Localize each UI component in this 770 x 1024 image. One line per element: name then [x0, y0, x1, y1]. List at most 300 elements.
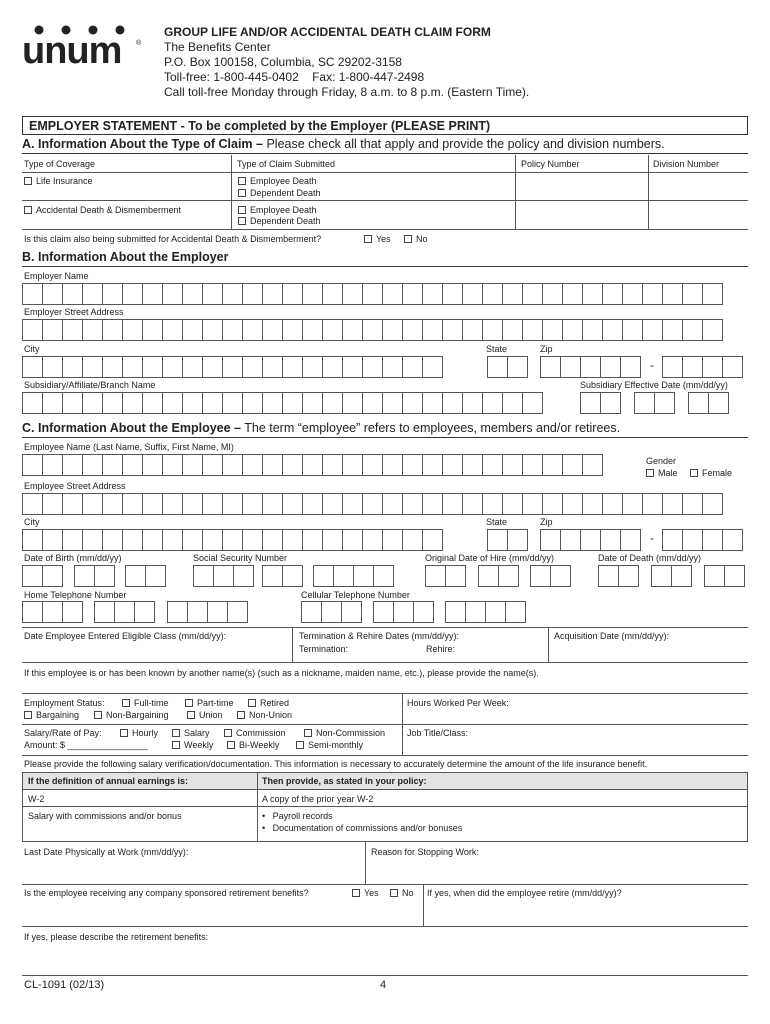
field-amount[interactable]: Amount: $ ________________: [24, 740, 148, 750]
char-box[interactable]: [42, 283, 63, 305]
char-box[interactable]: [478, 565, 499, 587]
char-box[interactable]: [341, 601, 362, 623]
char-box[interactable]: [362, 493, 383, 515]
checkbox-square[interactable]: [238, 189, 246, 197]
char-box[interactable]: [562, 493, 583, 515]
char-box[interactable]: [102, 283, 123, 305]
char-box[interactable]: [222, 356, 243, 378]
char-box[interactable]: [393, 601, 414, 623]
checkbox-square[interactable]: [238, 217, 246, 225]
checkbox-non-bargaining[interactable]: Non-Bargaining: [94, 710, 169, 721]
checkbox-life-dependent-death[interactable]: Dependent Death: [238, 188, 321, 199]
checkbox-life-insurance[interactable]: Life Insurance: [24, 176, 93, 187]
char-box[interactable]: [82, 454, 103, 476]
char-box[interactable]: [42, 319, 63, 341]
char-box[interactable]: [242, 356, 263, 378]
death-yy[interactable]: [704, 565, 744, 587]
char-box[interactable]: [462, 283, 483, 305]
char-box[interactable]: [42, 529, 63, 551]
char-box[interactable]: [662, 356, 683, 378]
checkbox-bi-weekly[interactable]: Bi-Weekly: [227, 740, 279, 751]
char-box[interactable]: [507, 356, 528, 378]
char-box[interactable]: [542, 283, 563, 305]
char-box[interactable]: [262, 454, 283, 476]
char-box[interactable]: [42, 392, 63, 414]
char-box[interactable]: [382, 454, 403, 476]
char-box[interactable]: [322, 493, 343, 515]
checkbox-also-add-yes[interactable]: Yes: [364, 234, 391, 245]
char-box[interactable]: [322, 356, 343, 378]
char-box[interactable]: [22, 493, 43, 515]
char-box[interactable]: [302, 493, 323, 515]
checkbox-square[interactable]: [248, 699, 256, 707]
checkbox-commission[interactable]: Commission: [224, 728, 286, 739]
char-box[interactable]: [560, 529, 581, 551]
char-box[interactable]: [682, 529, 703, 551]
char-box[interactable]: [462, 319, 483, 341]
char-box[interactable]: [482, 283, 503, 305]
char-box[interactable]: [142, 356, 163, 378]
char-box[interactable]: [622, 493, 643, 515]
char-box[interactable]: [42, 493, 63, 515]
char-box[interactable]: [362, 356, 383, 378]
char-box[interactable]: [202, 392, 223, 414]
char-box[interactable]: [462, 493, 483, 515]
hire-dd[interactable]: [478, 565, 518, 587]
char-box[interactable]: [222, 493, 243, 515]
checkbox-retire-yes[interactable]: Yes: [352, 888, 379, 899]
char-box[interactable]: [302, 356, 323, 378]
field-reason-stopping[interactable]: Reason for Stopping Work:: [371, 847, 479, 857]
char-box[interactable]: [622, 319, 643, 341]
char-box[interactable]: [502, 283, 523, 305]
cell-phone-line[interactable]: [445, 601, 525, 623]
char-box[interactable]: [422, 529, 443, 551]
checkbox-square[interactable]: [94, 711, 102, 719]
char-box[interactable]: [582, 283, 603, 305]
char-box[interactable]: [302, 529, 323, 551]
char-box[interactable]: [222, 319, 243, 341]
employer-street-boxes[interactable]: [22, 319, 722, 341]
char-box[interactable]: [682, 493, 703, 515]
char-box[interactable]: [102, 392, 123, 414]
field-termination[interactable]: Termination:: [299, 644, 349, 654]
char-box[interactable]: [102, 319, 123, 341]
char-box[interactable]: [402, 319, 423, 341]
cell-phone-area[interactable]: [301, 601, 361, 623]
char-box[interactable]: [202, 529, 223, 551]
char-box[interactable]: [82, 356, 103, 378]
char-box[interactable]: [322, 454, 343, 476]
checkbox-add-employee-death[interactable]: Employee Death: [238, 205, 317, 216]
char-box[interactable]: [262, 392, 283, 414]
checkbox-bargaining[interactable]: Bargaining: [24, 710, 79, 721]
char-box[interactable]: [722, 356, 743, 378]
char-box[interactable]: [302, 319, 323, 341]
char-box[interactable]: [382, 493, 403, 515]
hire-yy[interactable]: [530, 565, 570, 587]
char-box[interactable]: [522, 319, 543, 341]
char-box[interactable]: [282, 283, 303, 305]
char-box[interactable]: [22, 454, 43, 476]
char-box[interactable]: [485, 601, 506, 623]
sub-date-mm[interactable]: [580, 392, 620, 414]
char-box[interactable]: [142, 392, 163, 414]
char-box[interactable]: [342, 356, 363, 378]
dob-dd[interactable]: [74, 565, 114, 587]
char-box[interactable]: [724, 565, 745, 587]
char-box[interactable]: [134, 601, 155, 623]
checkbox-square[interactable]: [24, 711, 32, 719]
checkbox-square[interactable]: [187, 711, 195, 719]
char-box[interactable]: [422, 356, 443, 378]
char-box[interactable]: [642, 319, 663, 341]
char-box[interactable]: [262, 565, 283, 587]
char-box[interactable]: [620, 356, 641, 378]
char-box[interactable]: [704, 565, 725, 587]
char-box[interactable]: [662, 529, 683, 551]
char-box[interactable]: [682, 356, 703, 378]
employee-state-boxes[interactable]: [487, 529, 527, 551]
char-box[interactable]: [62, 529, 83, 551]
char-box[interactable]: [122, 319, 143, 341]
char-box[interactable]: [102, 356, 123, 378]
char-box[interactable]: [702, 529, 723, 551]
char-box[interactable]: [540, 529, 561, 551]
char-box[interactable]: [182, 529, 203, 551]
char-box[interactable]: [402, 392, 423, 414]
subsidiary-boxes[interactable]: [22, 392, 542, 414]
char-box[interactable]: [22, 319, 43, 341]
char-box[interactable]: [482, 493, 503, 515]
char-box[interactable]: [242, 319, 263, 341]
char-box[interactable]: [482, 319, 503, 341]
char-box[interactable]: [600, 529, 621, 551]
char-box[interactable]: [353, 565, 374, 587]
char-box[interactable]: [362, 319, 383, 341]
char-box[interactable]: [382, 529, 403, 551]
char-box[interactable]: [94, 601, 115, 623]
employee-zip-boxes[interactable]: [540, 529, 640, 551]
checkbox-hourly[interactable]: Hourly: [120, 728, 158, 739]
char-box[interactable]: [530, 565, 551, 587]
employee-city-boxes[interactable]: [22, 529, 442, 551]
char-box[interactable]: [242, 283, 263, 305]
char-box[interactable]: [102, 529, 123, 551]
employer-zip-boxes[interactable]: [540, 356, 640, 378]
char-box[interactable]: [602, 493, 623, 515]
char-box[interactable]: [282, 529, 303, 551]
char-box[interactable]: [22, 529, 43, 551]
char-box[interactable]: [207, 601, 228, 623]
checkbox-square[interactable]: [238, 177, 246, 185]
checkbox-square[interactable]: [390, 889, 398, 897]
char-box[interactable]: [602, 319, 623, 341]
ssn-part1[interactable]: [193, 565, 253, 587]
char-box[interactable]: [302, 392, 323, 414]
field-retire-describe[interactable]: If yes, please describe the retirement benefits:: [24, 932, 209, 942]
char-box[interactable]: [262, 356, 283, 378]
char-box[interactable]: [162, 529, 183, 551]
char-box[interactable]: [642, 283, 663, 305]
char-box[interactable]: [142, 319, 163, 341]
char-box[interactable]: [182, 356, 203, 378]
employee-street-boxes[interactable]: [22, 493, 722, 515]
char-box[interactable]: [262, 493, 283, 515]
checkbox-non-commission[interactable]: Non-Commission: [304, 728, 385, 739]
ssn-part2[interactable]: [262, 565, 302, 587]
char-box[interactable]: [618, 565, 639, 587]
char-box[interactable]: [122, 283, 143, 305]
char-box[interactable]: [342, 392, 363, 414]
label-eligible-class-date[interactable]: Date Employee Entered Eligible Class (mm/dd/yy):: [24, 631, 227, 641]
checkbox-non-union[interactable]: Non-Union: [237, 710, 292, 721]
checkbox-female[interactable]: Female: [690, 468, 732, 479]
char-box[interactable]: [422, 392, 443, 414]
char-box[interactable]: [282, 392, 303, 414]
checkbox-semi-monthly[interactable]: Semi-monthly: [296, 740, 363, 751]
char-box[interactable]: [465, 601, 486, 623]
char-box[interactable]: [162, 356, 183, 378]
checkbox-full-time[interactable]: Full-time: [122, 698, 169, 709]
char-box[interactable]: [382, 319, 403, 341]
checkbox-square[interactable]: [122, 699, 130, 707]
char-box[interactable]: [42, 565, 63, 587]
char-box[interactable]: [322, 529, 343, 551]
death-mm[interactable]: [598, 565, 638, 587]
char-box[interactable]: [42, 454, 63, 476]
char-box[interactable]: [342, 454, 363, 476]
char-box[interactable]: [282, 319, 303, 341]
char-box[interactable]: [502, 319, 523, 341]
char-box[interactable]: [540, 356, 561, 378]
home-phone-prefix[interactable]: [94, 601, 154, 623]
char-box[interactable]: [62, 283, 83, 305]
char-box[interactable]: [662, 319, 683, 341]
char-box[interactable]: [82, 529, 103, 551]
char-box[interactable]: [342, 493, 363, 515]
char-box[interactable]: [333, 565, 354, 587]
char-box[interactable]: [202, 283, 223, 305]
char-box[interactable]: [580, 529, 601, 551]
checkbox-square[interactable]: [296, 741, 304, 749]
char-box[interactable]: [162, 454, 183, 476]
employee-zip4-boxes[interactable]: [662, 529, 742, 551]
char-box[interactable]: [322, 392, 343, 414]
char-box[interactable]: [482, 392, 503, 414]
char-box[interactable]: [62, 392, 83, 414]
char-box[interactable]: [202, 454, 223, 476]
checkbox-retire-no[interactable]: No: [390, 888, 414, 899]
char-box[interactable]: [162, 319, 183, 341]
char-box[interactable]: [487, 529, 508, 551]
char-box[interactable]: [580, 392, 601, 414]
char-box[interactable]: [507, 529, 528, 551]
checkbox-square[interactable]: [24, 177, 32, 185]
dob-yy[interactable]: [125, 565, 165, 587]
field-hours-per-week[interactable]: Hours Worked Per Week:: [407, 698, 509, 708]
char-box[interactable]: [82, 493, 103, 515]
char-box[interactable]: [122, 356, 143, 378]
checkbox-square[interactable]: [352, 889, 360, 897]
char-box[interactable]: [302, 283, 323, 305]
home-phone-area[interactable]: [22, 601, 82, 623]
employer-state-boxes[interactable]: [487, 356, 527, 378]
char-box[interactable]: [22, 392, 43, 414]
char-box[interactable]: [602, 283, 623, 305]
char-box[interactable]: [505, 601, 526, 623]
checkbox-square[interactable]: [690, 469, 698, 477]
char-box[interactable]: [402, 283, 423, 305]
char-box[interactable]: [542, 454, 563, 476]
checkbox-also-add-no[interactable]: No: [404, 234, 428, 245]
char-box[interactable]: [445, 565, 466, 587]
char-box[interactable]: [654, 392, 675, 414]
checkbox-square[interactable]: [304, 729, 312, 737]
sub-date-dd[interactable]: [634, 392, 674, 414]
char-box[interactable]: [402, 529, 423, 551]
char-box[interactable]: [402, 493, 423, 515]
char-box[interactable]: [550, 565, 571, 587]
char-box[interactable]: [582, 454, 603, 476]
char-box[interactable]: [442, 319, 463, 341]
char-box[interactable]: [498, 565, 519, 587]
char-box[interactable]: [522, 283, 543, 305]
char-box[interactable]: [74, 565, 95, 587]
char-box[interactable]: [702, 493, 723, 515]
char-box[interactable]: [502, 392, 523, 414]
char-box[interactable]: [182, 319, 203, 341]
char-box[interactable]: [462, 454, 483, 476]
char-box[interactable]: [182, 392, 203, 414]
char-box[interactable]: [22, 601, 43, 623]
char-box[interactable]: [362, 454, 383, 476]
checkbox-square[interactable]: [404, 235, 412, 243]
char-box[interactable]: [598, 565, 619, 587]
employee-name-boxes[interactable]: [22, 454, 602, 476]
char-box[interactable]: [708, 392, 729, 414]
char-box[interactable]: [282, 565, 303, 587]
home-phone-line[interactable]: [167, 601, 247, 623]
char-box[interactable]: [162, 392, 183, 414]
char-box[interactable]: [42, 356, 63, 378]
char-box[interactable]: [125, 565, 146, 587]
hire-mm[interactable]: [425, 565, 465, 587]
checkbox-life-employee-death[interactable]: Employee Death: [238, 176, 317, 187]
char-box[interactable]: [22, 356, 43, 378]
char-box[interactable]: [402, 454, 423, 476]
char-box[interactable]: [222, 454, 243, 476]
char-box[interactable]: [582, 319, 603, 341]
field-acquisition-date[interactable]: Acquisition Date (mm/dd/yy):: [554, 631, 670, 641]
char-box[interactable]: [382, 392, 403, 414]
char-box[interactable]: [142, 529, 163, 551]
char-box[interactable]: [142, 283, 163, 305]
char-box[interactable]: [562, 319, 583, 341]
death-dd[interactable]: [651, 565, 691, 587]
char-box[interactable]: [145, 565, 166, 587]
char-box[interactable]: [114, 601, 135, 623]
char-box[interactable]: [301, 601, 322, 623]
char-box[interactable]: [442, 493, 463, 515]
char-box[interactable]: [122, 392, 143, 414]
char-box[interactable]: [502, 454, 523, 476]
char-box[interactable]: [600, 356, 621, 378]
char-box[interactable]: [382, 283, 403, 305]
char-box[interactable]: [442, 283, 463, 305]
char-box[interactable]: [182, 283, 203, 305]
char-box[interactable]: [162, 283, 183, 305]
employer-zip4-boxes[interactable]: [662, 356, 742, 378]
char-box[interactable]: [562, 454, 583, 476]
char-box[interactable]: [688, 392, 709, 414]
char-box[interactable]: [382, 356, 403, 378]
checkbox-square[interactable]: [237, 711, 245, 719]
field-last-date-at-work[interactable]: Last Date Physically at Work (mm/dd/yy):: [24, 847, 189, 857]
char-box[interactable]: [582, 493, 603, 515]
char-box[interactable]: [522, 454, 543, 476]
char-box[interactable]: [22, 283, 43, 305]
checkbox-square[interactable]: [227, 741, 235, 749]
char-box[interactable]: [322, 283, 343, 305]
char-box[interactable]: [722, 529, 743, 551]
char-box[interactable]: [162, 493, 183, 515]
char-box[interactable]: [202, 319, 223, 341]
dob-mm[interactable]: [22, 565, 62, 587]
char-box[interactable]: [445, 601, 466, 623]
char-box[interactable]: [642, 493, 663, 515]
checkbox-square[interactable]: [172, 729, 180, 737]
char-box[interactable]: [362, 392, 383, 414]
char-box[interactable]: [262, 319, 283, 341]
char-box[interactable]: [182, 454, 203, 476]
checkbox-square[interactable]: [24, 206, 32, 214]
char-box[interactable]: [522, 493, 543, 515]
checkbox-male[interactable]: Male: [646, 468, 678, 479]
char-box[interactable]: [662, 283, 683, 305]
char-box[interactable]: [342, 529, 363, 551]
char-box[interactable]: [193, 565, 214, 587]
char-box[interactable]: [671, 565, 692, 587]
char-box[interactable]: [182, 493, 203, 515]
char-box[interactable]: [322, 319, 343, 341]
field-rehire[interactable]: Rehire:: [426, 644, 456, 654]
field-job-title[interactable]: Job Title/Class:: [407, 728, 469, 738]
char-box[interactable]: [422, 319, 443, 341]
char-box[interactable]: [282, 493, 303, 515]
char-box[interactable]: [202, 493, 223, 515]
char-box[interactable]: [482, 454, 503, 476]
char-box[interactable]: [662, 493, 683, 515]
char-box[interactable]: [682, 319, 703, 341]
char-box[interactable]: [82, 319, 103, 341]
char-box[interactable]: [213, 565, 234, 587]
checkbox-union[interactable]: Union: [187, 710, 223, 721]
sub-date-yy[interactable]: [688, 392, 728, 414]
char-box[interactable]: [102, 454, 123, 476]
char-box[interactable]: [222, 529, 243, 551]
char-box[interactable]: [422, 454, 443, 476]
char-box[interactable]: [142, 493, 163, 515]
ssn-part3[interactable]: [313, 565, 393, 587]
char-box[interactable]: [102, 493, 123, 515]
char-box[interactable]: [321, 601, 342, 623]
char-box[interactable]: [282, 356, 303, 378]
char-box[interactable]: [233, 565, 254, 587]
char-box[interactable]: [262, 283, 283, 305]
checkbox-square[interactable]: [185, 699, 193, 707]
char-box[interactable]: [282, 454, 303, 476]
